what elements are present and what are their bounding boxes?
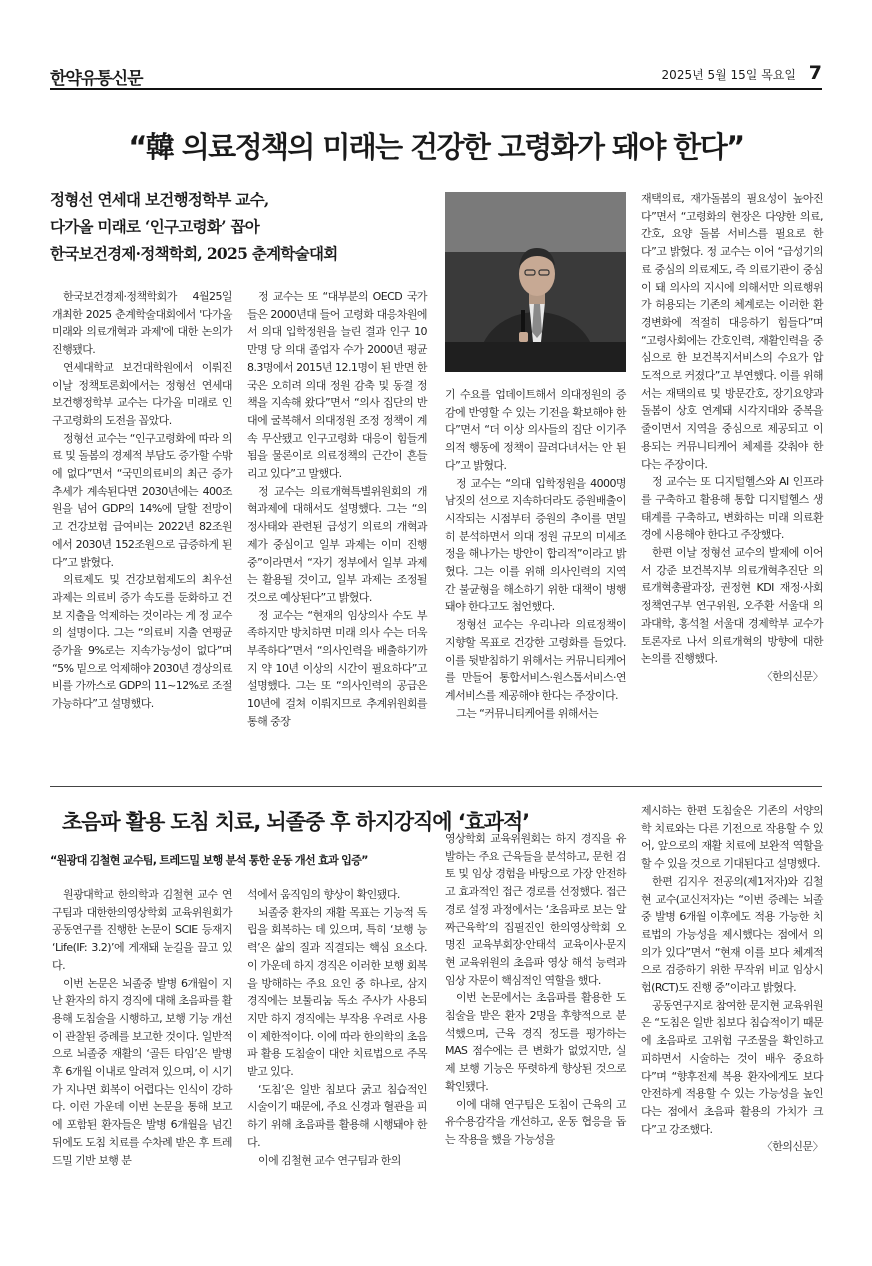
paragraph: 영상학회 교육위원회는 하지 경직을 유발하는 주요 근육들을 분석하고, 문헌 검토 및 임상 경험을 바탕으로 가장 안전하고 효과적인 접근 경로를 선정했다. 접근 경로 설정 과정에서는 ‘초음파로 보는 알짜근육학’의 집필진인 한의영상학회 오명진 교육부회장·안태석 교육이사·문지현 교육위원의 초음파 영상 해석 능력과 임상 자문이 핵심적인 역할을 했다. [445,832,626,987]
article2-headline: 초음파 활용 도침 치료, 뇌졸중 후 하지강직에 ‘효과적’ [62,810,530,834]
page-number: 7 [808,62,822,84]
article1-credit: 〈한의신문〉 [761,669,823,683]
paragraph: 이번 논문은 뇌졸중 발병 6개월이 지난 환자의 하지 경직에 대해 초음파를 활용해 도침술을 시행하고, 보행 기능 개선이 관찰된 증례를 보고한 것이다. 일반적으로 뇌졸중 재활의 ‘골든 타임’은 발병 후 6개월 이내로 알려져 있으며, 이 시기가 지나면 회복이 어렵다는 인식이 강하다. 이런 가운데 이번 논문을 통해 보고에 포함된 환자들은 발병 6개월을 넘긴 뒤에도 도침 치료를 수차례 받은 후 트레드밀 기반 보행 분 [52,976,232,1167]
paragraph: 의료제도 및 건강보험제도의 최우선 과제는 의료비 증가 속도를 둔화하고 건보 지출을 억제하는 것이라는 게 정 교수의 설명이다. 그는 “의료비 지출 연평균 증가율 9%로는 지속가능성이 없다”며 “5% 밑으로 억제해야 2030년 경상의료비를 가까스로 GDP의 11~12%로 조절 가능하다”고 설명했다. [52,573,232,711]
paragraph: 정 교수는 “의대 입학정원을 4000명 남짓의 선으로 지속하더라도 증원배출이 시작되는 시점부터 증원의 추이를 면밀히 분석하면서 의대 정원 규모의 미세조정을 해나가는 방안이 합리적”이라고 밝혔다. 그는 이를 위해 의사인력의 지역 간 불균형을 해소하기 위한 대책이 병행돼야 한다고도 첨언했다. [445,476,626,614]
paragraph: 정 교수는 “현재의 임상의사 수도 부족하지만 방치하면 미래 의사 수는 더욱 부족하다”면서 “의사인력을 배출하기까지 약 10년 이상의 시간이 필요하다”고 설명했다. 그는 또 “의사인력의 공급은 10년에 걸쳐 이뤄지므로 추계위원회를 통해 중장 [247,608,427,728]
paragraph: 정형선 교수는 우리나라 의료정책이 지향할 목표로 건강한 고령화를 들었다. 이를 뒷받침하기 위해서는 커뮤니티케어를 만들어 통합서비스·원스톱서비스·연계서비스를 제공해야 한다는 주장이다. [445,618,626,702]
paragraph: 공동연구지로 참여한 문지현 교육위원은 “도침은 일반 침보다 침습적이기 때문에 초음파로 고위험 구조물을 확인하고 피하면서 시술하는 것이 배우 중요하다”며 “향후전제 복용 환자에게도 보다 안전하게 적용할 수 있는 가능성을 높인다는 점에서 초음파 활용의 가치가 크다”고 강조했다. [641,998,823,1136]
paragraph: 정 교수는 의료개혁특별위원회의 개혁과제에 대해서도 설명했다. 그는 “의정사태와 관련된 급성기 의료의 개혁과제가 중심이고 일부 과제는 이미 진행 중”이라면서 “자기 정부에서 일부 과제는 활용될 것이고, 일부 과제는 조정될 것으로 예상된다”고 밝혔다. [247,484,427,604]
paragraph: 연세대학교 보건대학원에서 이뤄진 이날 정책토론회에서는 정형선 연세대 보건행정학부 교수는 다가올 미래로 인구고령화의 도전을 꼽았다. [52,360,232,427]
article1-col3 [445,386,626,722]
paragraph: 이번 논문에서는 초음파를 활용한 도침술을 받은 환자 2명을 후향적으로 분석했으며, 근육 경직 정도를 평가하는 MAS 점수에는 큰 변화가 없었지만, 실제 보행 기능은 뚜렷하게 향상된 것으로 확인됐다. [445,991,626,1093]
paragraph: 이에 대해 연구팀은 도침이 근육의 고유수용감각을 개선하고, 운동 협응을 돕는 작용을 했을 가능성을 [445,1097,626,1146]
paragraph: 재택의료, 재가돌봄의 필요성이 높아진다”면서 “고령화의 현장은 다양한 의료, 간호, 요양 돌봄 서비스를 필요로 한다”고 밝혔다. 정 교수는 이어 “급성기의료 중심의 의료제도, 즉 의료기관이 중심이 돼 의사의 지시에 의해서만 의료행위가 허용되는 기존의 체계로는 이러한 환경변화에 적절히 대응하기 힘들다”며 “고령사회에는 간호인력, 재활인력을 중심으로 한 보건복지서비스의 수요가 압도적으로 커졌다”고 부연했다. 이를 위해서는 재택의료 및 방문간호, 장기요양과 돌봄이 상호 연계돼 시각지대와 중복을 줄이면서 지역을 중심으로 제공되고 이용되는 커뮤니티케어 체제를 갖춰야 한다는 주장이다. [641,192,823,471]
article2-col1 [52,886,232,1169]
subhead-line: 한국보건경제·정책학회, 2025 춘계학술대회 [50,244,338,263]
paragraph: 원광대학교 한의학과 김철현 교수 연구팀과 대한한의영상학회 교육위원회가 공동연구를 진행한 논문이 SCIE 등재지 ‘Life(IF: 3.2)’에 게재돼 눈길을 끌고 있다. [52,888,232,972]
speaker-photo-image [445,192,626,372]
subhead-line: 정형선 연세대 보건행정학부 교수, [50,190,269,209]
article2-kicker: “원광대 김철현 교수팀, 트레드밀 보행 분석 통한 운동 개선 효과 입증” [50,854,368,867]
newspaper-name: 한약유통신문 [50,69,143,89]
article2-col4 [641,802,823,1156]
article1-headline: “韓 의료정책의 미래는 건강한 고령화가 돼야 한다” [128,130,744,164]
paragraph: 한편 이날 정형선 교수의 발제에 이어서 강준 보건복지부 의료개혁추진단 의료개혁총괄과장, 권정현 KDI 재정·사회정책연구부 연구위원, 오주환 서울대 의과대학, 홍석철 서울대 경제학부 교수가 토론자로 나서 의료개혁의 방향에 대한 논의를 진행했다. [641,546,823,666]
paragraph: 석에서 움직임의 향상이 확인됐다. [247,888,400,901]
paragraph: 그는 “커뮤니티케어를 위해서는 [456,706,599,720]
paragraph: 뇌졸중 환자의 재활 목표는 기능적 독립을 회복하는 데 있으며, 특히 ‘보행 능력’은 삶의 질과 직결되는 핵심 요소다. 이 가운데 하지 경직은 이러한 보행 회복을 방해하는 주요 요인 중 하나로, 삼지 경직에는 보툴리눔 독소 주사가 사용되지만 하지 경직에는 부작용 우려로 사용이 제한적이다. 이에 따라 한의학의 초음파 활용 도침술이 대안 치료법으로 주목받고 있다. [247,905,427,1079]
masthead [50,62,822,90]
subhead-line: 다가올 미래로 ‘인구고령화’ 꼽아 [50,217,260,236]
article1-col4 [641,190,823,686]
article2-credit: 〈한의신문〉 [761,1140,823,1154]
paragraph: 한편 김지우 전공의(제1저자)와 김철현 교수(교신저자)는 “이번 증례는 뇌졸중 발병 6개월 이후에도 적용 가능한 치료법의 가능성을 제시했다는 점에서 의의가 있다”면서 “현재 이를 보다 체계적으로 검증하기 위한 무작위 비교 임상시험(RCT)도 진행 중”이라고 밝혔다. [641,874,823,995]
article-divider [50,786,822,787]
paragraph: 이에 김철현 교수 연구팀과 한의 [258,1153,401,1167]
paragraph: 정형선 교수는 “인구고령화에 따라 의료 및 돌봄의 경제적 부담도 증가할 수밖에 없다”면서 “국민의료비의 최근 증가추세가 계속된다면 2030년에는 400조원을 넘어 GDP의 14%에 달할 전망이고 건강보험 급여비는 2022년 82조원에서 2030년 152조원으로 급증하게 된다”고 밝혔다. [52,431,232,569]
article1-subhead [50,186,430,267]
paragraph: 제시하는 한편 도침술은 기존의 서양의학 치료와는 다른 기전으로 작용할 수 있어, 앞으로의 재활 치료에 보완적 역할을 할 수 있을 것으로 기대된다고 설명했다. [641,804,823,871]
paragraph: 한국보건경제·정책학회가 4월25일 개최한 2025 춘계학술대회에서 '다가올 미래와 의료개혁과 과제'에 대한 논의가 진행됐다. [52,290,232,357]
paragraph: 정 교수는 또 디지털헬스와 AI 인프라를 구축하고 활용해 통합 디지털헬스 생태계를 구축하고, 변화하는 미래 의료환경에 시용해야 한다고 주장했다. [641,475,823,542]
article1-col1 [52,288,232,713]
article1-col2 [247,288,427,731]
paragraph: ‘도침’은 일반 침보다 굵고 침습적인 시술이기 때문에, 주요 신경과 혈관을 피하기 위해 초음파를 활용해 시행돼야 한다. [247,1082,427,1149]
issue-date: 2025년 5월 15일 목요일 [661,68,796,82]
article2-col2 [247,886,427,1169]
paragraph: 정 교수는 또 “대부분의 OECD 국가들은 2000년대 들어 고령화 대응차원에서 의대 입학정원을 늘린 결과 인구 10만명 당 의대 졸업자 수가 2000년 평균 8.3명에서 2015년 12.1명이 된 반면 한국은 오히려 의대 정원 감축 및 동결 정책을 지속해 왔다”면서 “의사 집단의 반대에 굴복해서 의대정원 조정 정책이 계속 무산됐고 인구고령화 대응이 힘들게 됨을 물론이로 의료정책의 근간이 흔들리고 있다”고 말했다. [247,290,427,481]
paragraph: 기 수요를 업데이트해서 의대정원의 증감에 반영할 수 있는 기전을 확보해야 한다”면서 “더 이상 의사들의 집단 이기주의적 행동에 정책이 끌려다녀서는 안 된다”고 밝혔다. [445,388,626,472]
article2-col3 [445,830,626,1149]
speaker-photo [445,192,626,372]
